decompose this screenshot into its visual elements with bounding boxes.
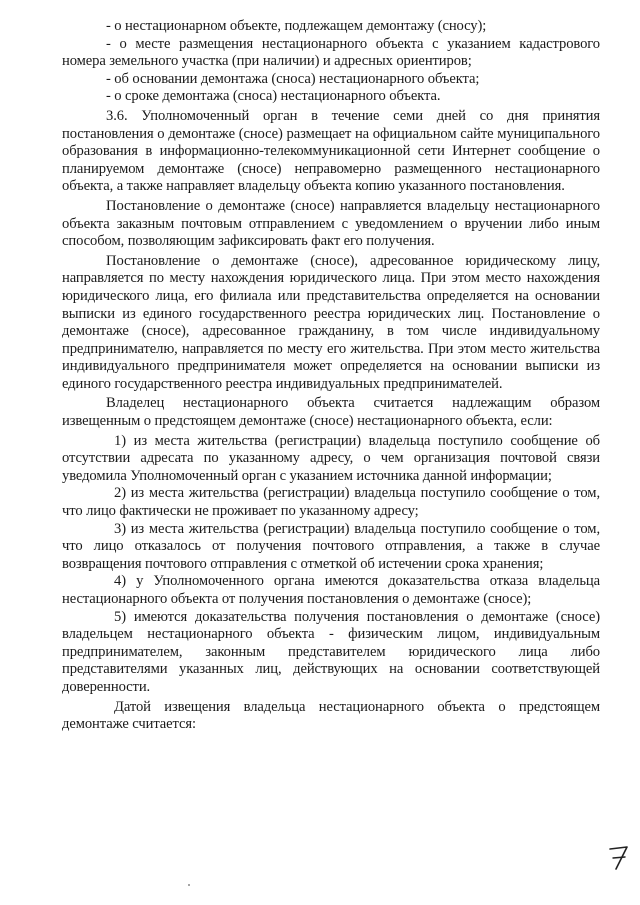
paragraph-addressing: Постановление о демонтаже (сносе), адресованное юридическому лицу, направляется по месту нахождения юридического лица. При этом место нахождения юридического лица, его филиала или представительства определяется на основании выписки из единого государственного реестра юридических лиц. Постановление о демонтаже (сносе), адресованное гражданину, в том числе индивидуальному предпринимателю, направляется по месту его жительства. При этом место жительства индивидуального предпринимателя может определяется на основании выписки из единого государственного реестра индивидуальных предпринимателей. (62, 252, 600, 392)
condition-1: 1) из места жительства (регистрации) владельца поступило сообщение об отсутствии адресата по указанному адресу, о чем организация почтовой связи уведомила Уполномоченный орган с указанием источника данной информации; (62, 432, 600, 484)
condition-4: 4) у Уполномоченного органа имеются доказательства отказа владельца нестационарного объекта от получения постановления о демонтаже (сносе); (62, 573, 600, 607)
list-item-object: - о нестационарном объекте, подлежащем демонтажу (сносу); (106, 18, 487, 34)
paragraph-notified-if: Владелец нестационарного объекта считается надлежащим образом извещенным о предстоящем демонтаже (сносе) нестационарного объекта, если: (62, 395, 600, 430)
list-item-location: - о месте размещения нестационарного объекта с указанием кадастрового номера земельного участка (при наличии) и адресных ориентиров; (62, 35, 600, 70)
clause-3-6: 3.6. Уполномоченный орган в течение семи дней со дня принятия постановления о демонтаже (сносе) размещает на официальном сайте муниципального образования в информационно-телекоммуникационной сети Интернет сообщение о планируемом демонтаже (сносе) неправомерно размещенного нестационарного объекта, а также направляет владельцу объекта копию указанного постановления. (62, 107, 600, 195)
document-page (62, 18, 600, 734)
list-item-deadline: - о сроке демонтажа (сноса) нестационарного объекта. (106, 88, 441, 105)
condition-3: 3) из места жительства (регистрации) владельца поступило сообщение о том, что лицо отказалось от получения почтового отправления, а также в случае возвращения почтового отправления с отметкой об истечении срока хранения; (62, 520, 600, 572)
condition-2: 2) из места жительства (регистрации) владельца поступило сообщение о том, что лицо фактически не проживает по указанному адресу; (62, 485, 600, 520)
condition-5: 5) имеются доказательства получения постановления о демонтаже (сносе) владельцем нестационарного объекта - физическим лицом, индивидуальным предпринимателем, законным представителем юридического лица либо представителями указанных лиц, действующих на основании соответствующей доверенности. (62, 608, 600, 695)
list-item-basis: - об основании демонтажа (сноса) нестационарного объекта; (106, 70, 480, 87)
paragraph-delivery: Постановление о демонтаже (сносе) направляется владельцу нестационарного объекта заказным почтовым отправлением с уведомлением о вручении либо иным способом, позволяющим зафиксировать факт его получения. (62, 197, 600, 250)
scan-speck (188, 884, 190, 886)
page-number (607, 843, 631, 873)
paragraph-notice-date: Датой извещения владельца нестационарного объекта о предстоящем демонтаже считается: (62, 698, 600, 733)
handwritten-page-number (607, 843, 631, 873)
